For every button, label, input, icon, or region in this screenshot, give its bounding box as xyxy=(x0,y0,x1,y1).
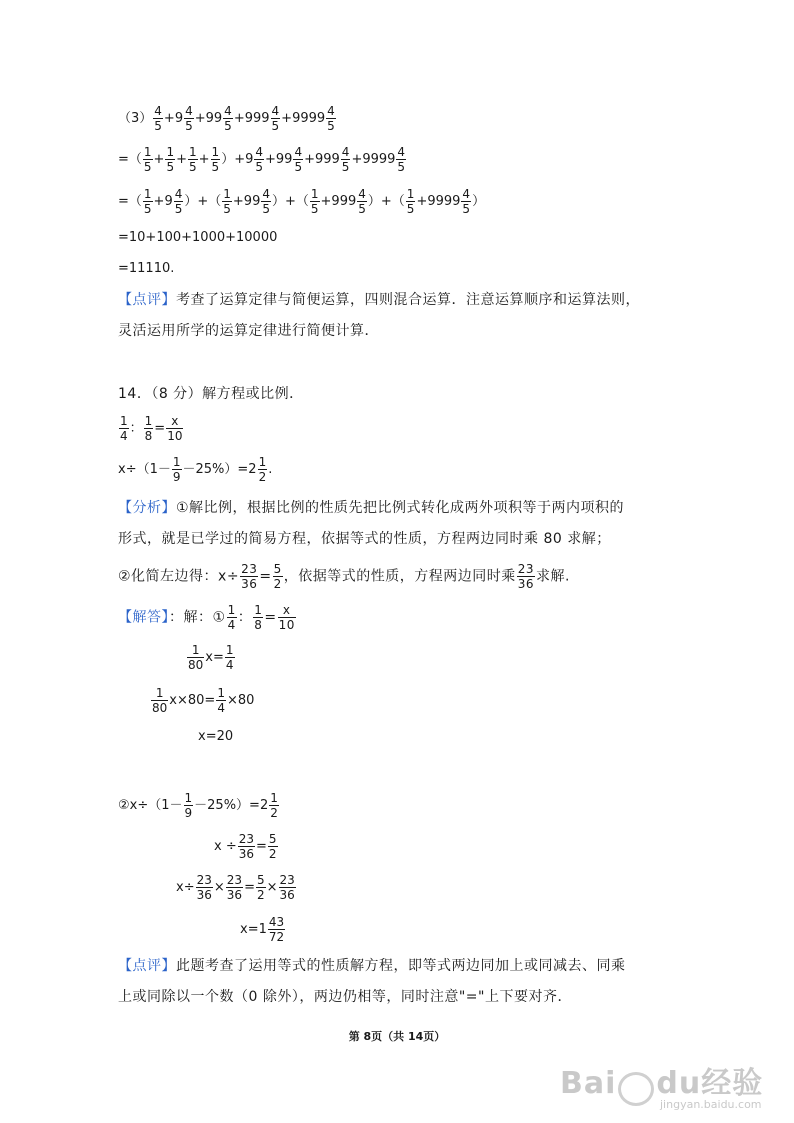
answer-step-3: x=20 xyxy=(198,729,234,744)
comment-2-line-a: 【点评】此题考查了运用等式的性质解方程，即等式两边同加上或同减去、同乘 xyxy=(118,958,626,974)
part-2-step-1: x ÷ $\frac{23}{36}$ = $\frac{5}{2}$ xyxy=(214,832,277,861)
part-2-equation: ②x÷（1－ $\frac{1}{9}$ －25%）=2 $\frac{1}{2}$ xyxy=(118,791,278,820)
comment-1-line-a: 【点评】考查了运算定律与简便运算，四则混合运算．注意运算顺序和运算法则， xyxy=(118,292,640,308)
answer-step-2: $\frac{1}{80}$ x×80= $\frac{1}{4}$ ×80 xyxy=(152,686,255,715)
expr-line-1: （3） $\frac{4}{5}$ +9 $\frac{4}{5}$ +99 $\frac{4}{5}$ +999 $\frac{4}{5}$ +9999 $\frac{4}{5}$ xyxy=(118,104,335,133)
watermark-url: jingyan.baidu.com xyxy=(660,1098,762,1111)
part-2-step-2: x÷ $\frac{23}{36}$ × $\frac{23}{36}$ = $\frac{5}{2}$ × $\frac{23}{36}$ xyxy=(176,873,295,902)
part-2-step-3: x=1 $\frac{43}{72}$ xyxy=(240,915,285,944)
question-14-eq-2: x÷（1－ $\frac{1}{9}$ －25%）=2 $\frac{1}{2}$ . xyxy=(118,455,273,484)
analysis-tag: 【分析】 xyxy=(118,500,176,516)
expr-line-3: =（ $\frac{1}{5}$ +9 $\frac{4}{5}$ ）+（ $\frac{1}{5}$ +99 $\frac{4}{5}$ ）+（ $\frac{1}{5}$ +999 $\frac{4}{5}$ ）+（ $\frac{1}{5}$ +9999 $\frac{4}{5}$ ） xyxy=(118,187,486,216)
expr-line-4: =10+100+1000+10000 xyxy=(118,230,278,245)
analysis-line-c: ②化简左边得：x÷ $\frac{23}{36}$ = $\frac{5}{2}$ ，依据等式的性质，方程两边同时乘 $\frac{23}{36}$ 求解. xyxy=(118,562,570,591)
comment-2-line-b: 上或同除以一个数（0 除外），两边仍相等，同时注意"="上下要对齐． xyxy=(118,989,572,1005)
analysis-line-b: 形式，就是已学过的简易方程，依据等式的性质，方程两边同时乘 80 求解； xyxy=(118,531,611,547)
expr-line-5: =11110. xyxy=(118,261,175,276)
answer-step-1: $\frac{1}{80}$ x= $\frac{1}{4}$ xyxy=(188,643,234,672)
baidu-jingyan-watermark: Bai du经验 xyxy=(560,1058,763,1106)
comment-1-line-b: 灵活运用所学的运算定律进行简便计算． xyxy=(118,323,379,339)
paw-icon xyxy=(618,1072,654,1106)
question-14-title: 14．（8 分）解方程或比例． xyxy=(118,386,304,402)
answer-line: 【解答】：解：① $\frac{1}{4}$ ： $\frac{1}{8}$ = $\frac{x}{10}$ xyxy=(118,603,295,632)
question-14-eq-1: $\frac{1}{4}$ ： $\frac{1}{8}$ = $\frac{x}{10}$ xyxy=(120,414,183,443)
comment-2-tag: 【点评】 xyxy=(118,958,176,974)
expr-line-2: =（ $\frac{1}{5}$ + $\frac{1}{5}$ + $\frac{1}{5}$ + $\frac{1}{5}$ ）+9 $\frac{4}{5}$ +99 $\frac{4}{5}$ +999 $\frac{4}{5}$ +9999 $\frac{4}{5}$ xyxy=(118,145,406,174)
page-footer: 第 8页（共 14页） xyxy=(348,1030,446,1043)
analysis-line-a: 【分析】①解比例，根据比例的性质先把比例式转化成两外项积等于两内项积的 xyxy=(118,500,625,516)
answer-tag: 【解答】 xyxy=(118,609,169,626)
comment-tag: 【点评】 xyxy=(118,292,176,308)
